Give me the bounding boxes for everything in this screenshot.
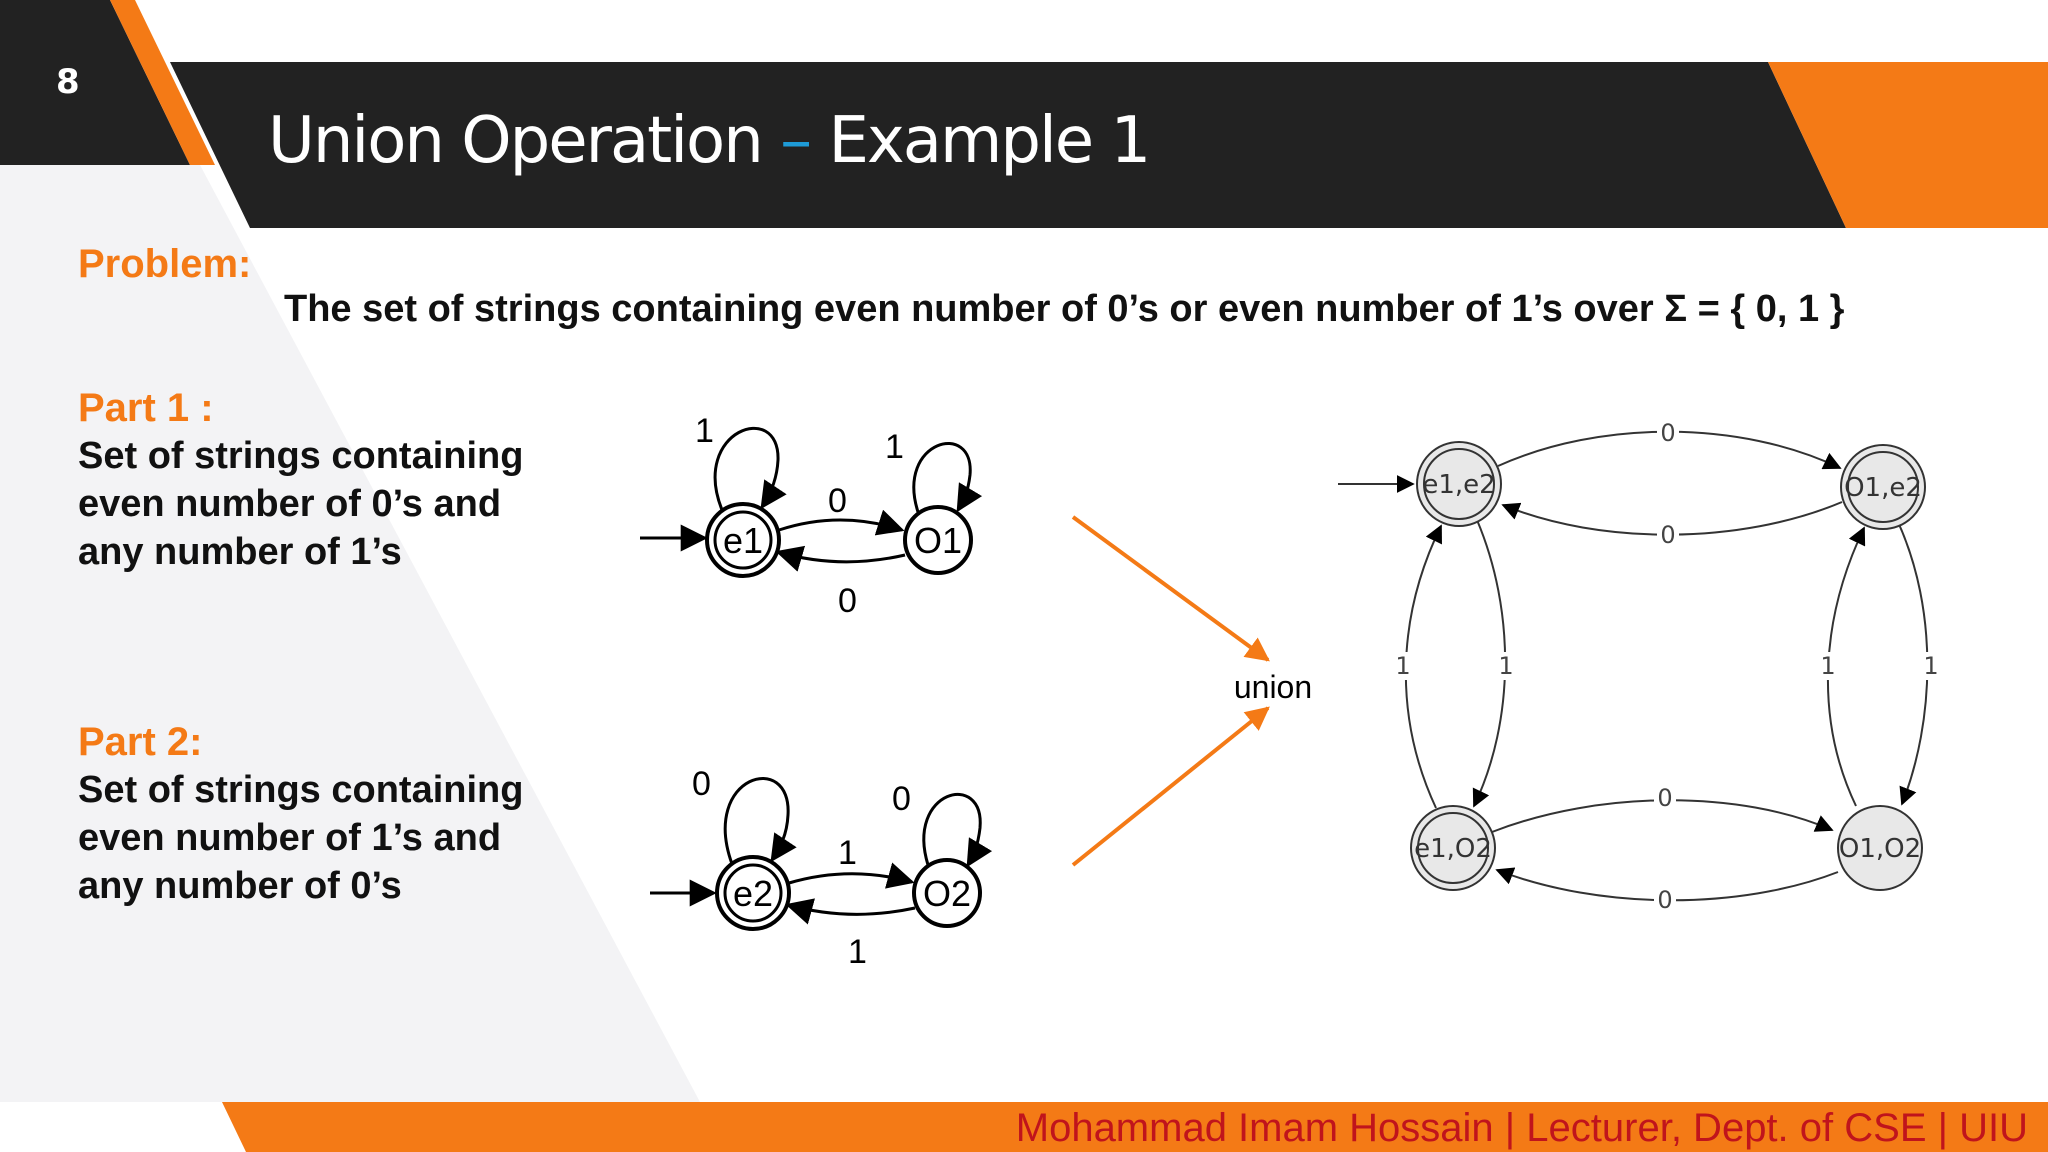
dfa2-edge-o2-e2 bbox=[788, 905, 915, 914]
product-edge-top-left-label: 0 bbox=[1660, 521, 1676, 549]
product-edge-left-down-label: 1 bbox=[1498, 652, 1514, 680]
product-edge-bottom-left-label: 0 bbox=[1657, 886, 1673, 914]
product-edge-right-up-label: 1 bbox=[1820, 652, 1836, 680]
part1-description-line: Set of strings containing bbox=[78, 435, 524, 477]
product-edge-right-down-label: 1 bbox=[1923, 652, 1939, 680]
dfa-part1 bbox=[640, 412, 971, 620]
dfa2-loop-o2 bbox=[924, 794, 980, 865]
dfa1-edge-o1-e1-label: 0 bbox=[838, 582, 857, 620]
union-arrow-top bbox=[1073, 517, 1268, 660]
dfa2-edge-o2-e2-label: 1 bbox=[848, 933, 867, 971]
part2-description-line: Set of strings containing bbox=[78, 769, 524, 811]
product-edge-bottom-right-label: 0 bbox=[1657, 784, 1673, 812]
dfa1-edge-e1-o1 bbox=[779, 520, 902, 530]
dfa1-state-e1-label: e1 bbox=[722, 520, 764, 561]
dfa2-loop-e2 bbox=[725, 778, 788, 864]
dfa1-edge-o1-e1 bbox=[778, 552, 905, 562]
dfa-part2 bbox=[650, 765, 980, 971]
dfa2-edge-e2-o2 bbox=[789, 874, 912, 883]
dfa2-loop-o2-label: 0 bbox=[892, 780, 911, 818]
product-state-o1e2-label: O1,e2 bbox=[1844, 473, 1922, 503]
product-state-e1o2-label: e1,O2 bbox=[1414, 834, 1492, 864]
dfa1-loop-o1 bbox=[914, 444, 970, 512]
product-state-e1e2-label: e1,e2 bbox=[1422, 470, 1496, 500]
part1-label: Part 1 : bbox=[78, 386, 214, 430]
dfa1-loop-e1-label: 1 bbox=[695, 412, 714, 450]
dfa1-edge-e1-o1-label: 0 bbox=[828, 482, 847, 520]
dfa2-state-e2-label: e2 bbox=[732, 873, 774, 914]
title-example: Example 1 bbox=[828, 104, 1150, 178]
dfa1-loop-e1 bbox=[715, 428, 778, 510]
product-edge-top-right-label: 0 bbox=[1660, 419, 1676, 447]
product-edge-left-up-label: 1 bbox=[1395, 652, 1411, 680]
part2-description-line: even number of 1’s and bbox=[78, 817, 502, 859]
problem-statement: The set of strings containing even number of 0’s or even number of 1’s over Σ = { 0, 1 } bbox=[284, 288, 1845, 330]
dfa2-loop-e2-label: 0 bbox=[692, 765, 711, 803]
problem-label: Problem: bbox=[78, 242, 252, 286]
dfa1-loop-o1-label: 1 bbox=[885, 428, 904, 466]
dfa1-state-o1-label: O1 bbox=[913, 520, 963, 561]
part1-description-line: any number of 1’s bbox=[78, 531, 402, 573]
dfa2-state-o2-label: O2 bbox=[922, 873, 972, 914]
union-label: union bbox=[1233, 669, 1313, 705]
union-arrow-bottom bbox=[1073, 708, 1268, 865]
page-title bbox=[268, 104, 1149, 178]
title-dash: – bbox=[780, 104, 811, 178]
dfa2-edge-e2-o2-label: 1 bbox=[838, 834, 857, 872]
title-main: Union Operation bbox=[268, 104, 762, 178]
dfa-product bbox=[1338, 419, 1940, 914]
page-number: 8 bbox=[56, 62, 80, 102]
footer-credit: Mohammad Imam Hossain | Lecturer, Dept. of CSE | UIU bbox=[1015, 1106, 2028, 1150]
part2-description-line: any number of 0’s bbox=[78, 865, 402, 907]
part2-label: Part 2: bbox=[78, 720, 203, 764]
product-state-o1o2-label: O1,O2 bbox=[1838, 834, 1922, 864]
part1-description-line: even number of 0’s and bbox=[78, 483, 502, 525]
